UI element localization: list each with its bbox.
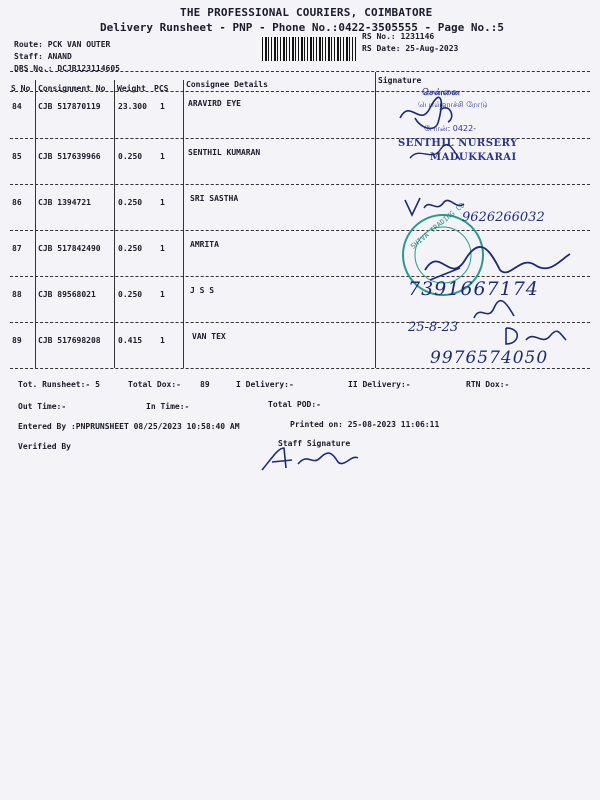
table-row-sno: 87: [12, 244, 22, 253]
table-row-weight: 23.300: [118, 102, 147, 111]
route: Route: PCK VAN OUTER: [14, 40, 111, 49]
table-row-sno: 89: [12, 336, 22, 345]
table-row-weight: 0.250: [118, 198, 143, 207]
runsheet-title: Delivery Runsheet - PNP - Phone No.:0422-3505555 - Page No.:5: [100, 21, 504, 34]
company-rubber-stamp: சென்னை பொள்ளாச்சி ரோடு போன்: 0422- SENTHIL NURSERY MADUKKARAI: [398, 88, 518, 163]
total-pod: Total POD:-: [268, 400, 321, 409]
column-rule: [375, 72, 376, 368]
table-row-weight: 0.250: [118, 290, 143, 299]
table-row-sno: 84: [12, 102, 22, 111]
table-row-pcs: 1: [160, 198, 165, 207]
header-sno: S No: [11, 84, 31, 93]
table-row-pcs: 1: [160, 336, 165, 345]
table-row-sno: 85: [12, 152, 22, 161]
column-rule: [183, 80, 184, 368]
entered-by: Entered By :PNPRUNSHEET 08/25/2023 10:58:40 AM: [18, 422, 240, 431]
staff: Staff: ANAND: [14, 52, 72, 61]
table-row-pcs: 1: [160, 244, 165, 253]
table-row-pcs: 1: [160, 152, 165, 161]
total-dox-value: 89: [200, 380, 210, 389]
table-row-consignee: ARAVIRD EYE: [188, 99, 241, 108]
table-row-consignee: J S S: [190, 286, 215, 295]
handwritten-phone-1: 9626266032: [462, 210, 545, 225]
handwritten-phone-3: 9976574050: [430, 348, 549, 368]
table-row-consignee: SENTHIL KUMARAN: [188, 148, 261, 157]
handwritten-date: 25-8-23: [408, 320, 459, 335]
table-row-weight: 0.250: [118, 152, 143, 161]
table-row-consignee: SRI SASTHA: [190, 194, 239, 203]
printed-on: Printed on: 25-08-2023 11:06:11: [290, 420, 440, 429]
signature-row-89: [500, 320, 570, 350]
table-row-sno: 86: [12, 198, 22, 207]
column-rule: [35, 80, 36, 368]
company-name: THE PROFESSIONAL COURIERS, COIMBATORE: [180, 6, 433, 19]
stamp-signature-scribble: [390, 88, 510, 178]
total-dox-label: Total Dox:-: [128, 380, 181, 389]
column-rule: [114, 80, 115, 368]
tot-runsheet: Tot. Runsheet:- 5: [18, 380, 100, 389]
rs-date: RS Date: 25-Aug-2023: [362, 44, 459, 53]
verified-by: Verified By: [18, 442, 71, 451]
header-signature: Signature: [378, 76, 422, 85]
table-row-consignee: AMRITA: [190, 240, 219, 249]
staff-signature-label: Staff Signature: [278, 439, 351, 448]
i-delivery: I Delivery:-: [236, 380, 294, 389]
rtn-dox: RTN Dox:-: [466, 380, 510, 389]
row-divider: [10, 184, 590, 185]
ii-delivery: II Delivery:-: [348, 380, 411, 389]
staff-signature: [258, 444, 368, 474]
table-bottom-rule: [10, 368, 590, 369]
table-row-consignee: VAN TEX: [192, 332, 226, 341]
header-pcs: PCS: [154, 84, 169, 93]
table-row-weight: 0.415: [118, 336, 143, 345]
row-divider: [10, 230, 590, 231]
table-row-consignment: CJB 517639966: [38, 152, 101, 161]
barcode: [262, 37, 356, 61]
table-top-rule: [10, 71, 590, 72]
table-row-consignment: CJB 517870119: [38, 102, 101, 111]
handwritten-phone-2: 7391667174: [408, 278, 539, 300]
out-time: Out Time:-: [18, 402, 67, 411]
in-time: In Time:-: [146, 402, 190, 411]
header-consignment: Consignment No: [38, 84, 106, 93]
table-row-consignment: CJB 517698208: [38, 336, 101, 345]
table-row-pcs: 1: [160, 102, 165, 111]
round-stamp-text: SHIVA TRADING CO: [409, 201, 467, 251]
header-weight: Weight: [117, 84, 146, 93]
table-row-consignment: CJB 517842490: [38, 244, 101, 253]
table-row-weight: 0.250: [118, 244, 143, 253]
table-row-pcs: 1: [160, 290, 165, 299]
drs-number: DRS No.: DCJB123114605: [14, 64, 120, 73]
table-row-sno: 88: [12, 290, 22, 299]
header-consignee: Consignee Details: [186, 80, 268, 89]
table-row-consignment: CJB 89568021: [38, 290, 96, 299]
table-row-consignment: CJB 1394721: [38, 198, 91, 207]
rs-number: RS No.: 1231146: [362, 32, 435, 41]
